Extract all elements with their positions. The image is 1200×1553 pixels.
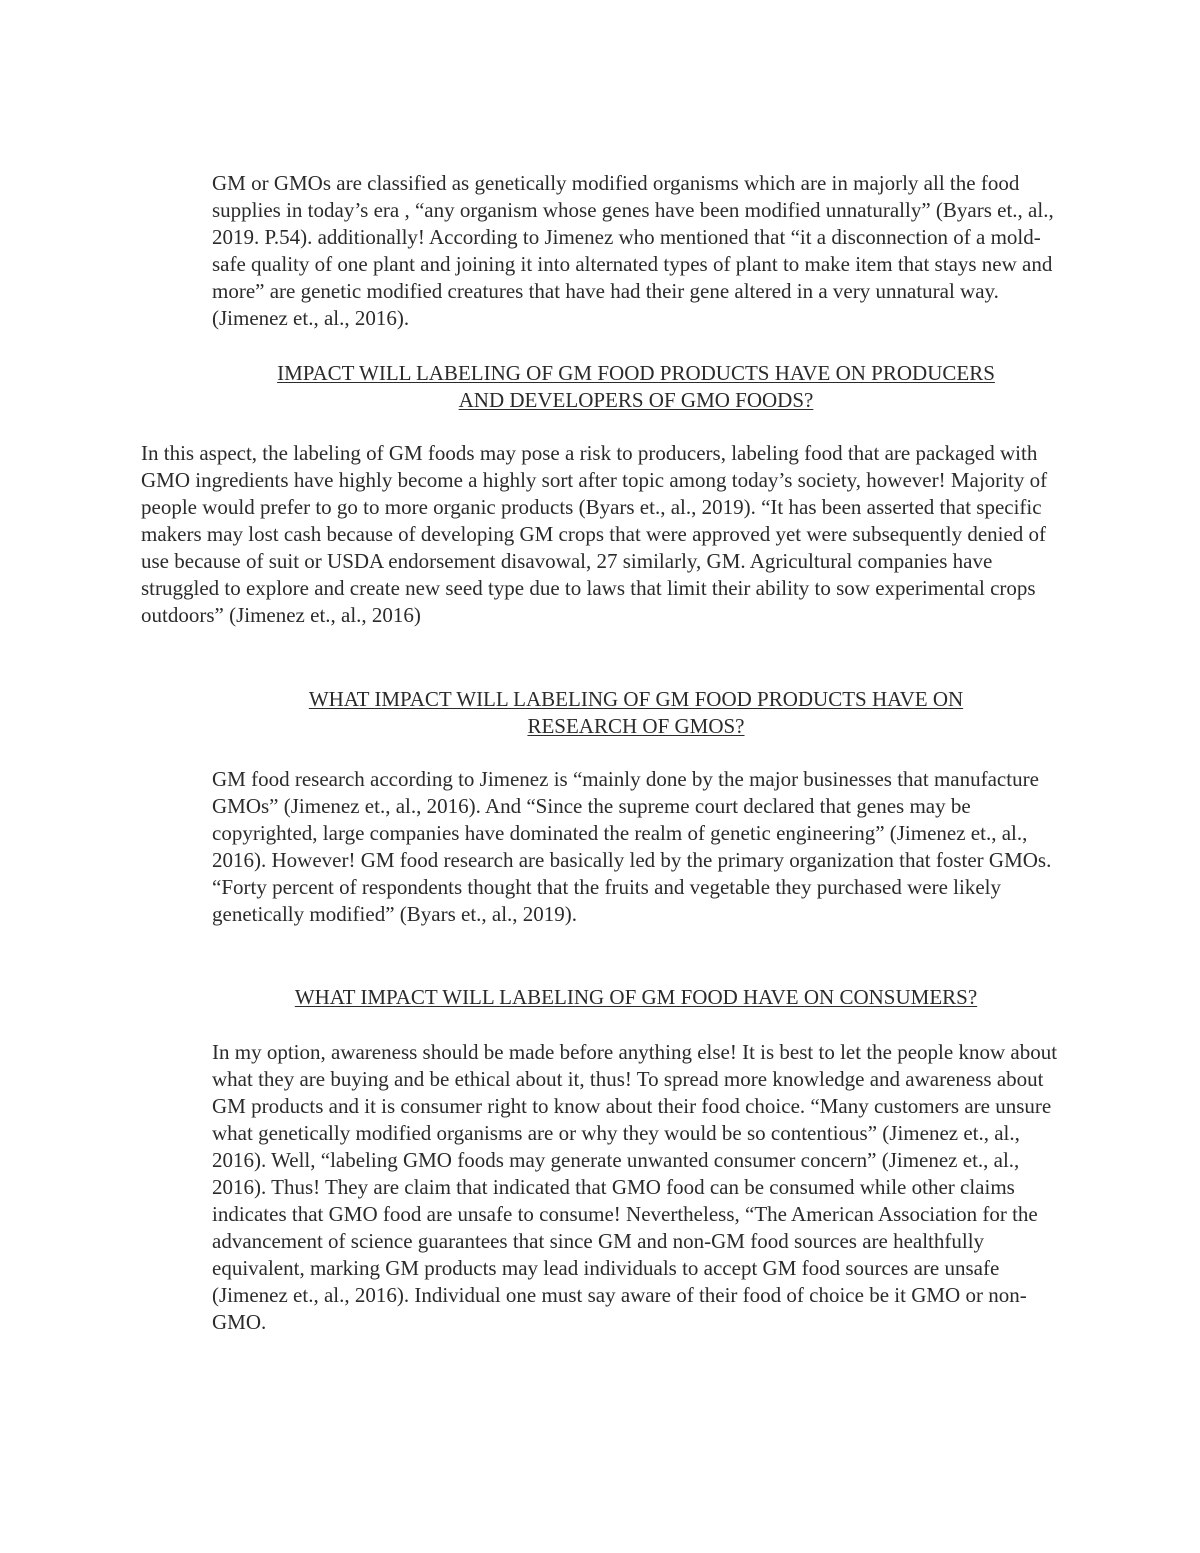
section-heading-producers xyxy=(141,360,1131,414)
section-heading-research xyxy=(141,686,1131,740)
research-paragraph: GM food research according to Jimenez is “mainly done by the major businesses that manufacture GMOs” (Jimenez et., al., 2016). And “Since the supreme court declared that genes may be copyrighted, large companies have dominated the realm of genetic engineering” (Jimenez et., al., 2016). However! GM food research are basically led by the primary organization that foster GMOs. “Forty percent of respondents thought that the fruits and vegetable they purchased were likely genetically modified” (Byars et., al., 2019). xyxy=(212,767,1052,926)
heading-line: AND DEVELOPERS OF GMO FOODS? xyxy=(458,388,814,412)
heading-line: IMPACT WILL LABELING OF GM FOOD PRODUCTS HAVE ON PRODUCERS xyxy=(277,361,995,385)
producers-paragraph: In this aspect, the labeling of GM foods may pose a risk to producers, labeling food that are packaged with GMO ingredients have highly become a highly sort after topic among today’s society, however! Majority of people would prefer to go to more organic products (Byars et., al., 2019). “It has been asserted that specific makers may lost cash because of developing GM crops that were approved yet were subsequently denied of use because of suit or USDA endorsement disavowal, 27 similarly, GM. Agricultural companies have struggled to explore and create new seed type due to laws that limit their ability to sow experimental crops outdoors” (Jimenez et., al., 2016) xyxy=(141,441,1048,627)
heading-line: WHAT IMPACT WILL LABELING OF GM FOOD HAVE ON CONSUMERS? xyxy=(294,985,978,1009)
heading-line: RESEARCH OF GMOS? xyxy=(527,714,745,738)
section-heading-consumers xyxy=(141,984,1131,1011)
heading-line: WHAT IMPACT WILL LABELING OF GM FOOD PRODUCTS HAVE ON xyxy=(308,687,964,711)
consumers-paragraph: In my option, awareness should be made before anything else! It is best to let the people know about what they are buying and be ethical about it, thus! To spread more knowledge and awareness about GM products and it is consumer right to know about their food choice. “Many customers are unsure what genetically modified organisms are or why they would be so contentious” (Jimenez et., al., 2016). Well, “labeling GMO foods may generate unwanted consumer concern” (Jimenez et., al., 2016). Thus! They are claim that indicated that GMO food can be consumed while other claims indicates that GMO food are unsafe to consume! Nevertheless, “The American Association for the advancement of science guarantees that since GM and non-GM food sources are healthfully equivalent, marking GM products may lead individuals to accept GM food sources are unsafe (Jimenez et., al., 2016). Individual one must say aware of their food of choice be it GMO or non-GMO. xyxy=(212,1040,1058,1334)
intro-paragraph: GM or GMOs are classified as genetically modified organisms which are in majorly all the food supplies in today’s era , “any organism whose genes have been modified unnaturally” (Byars et., al., 2019. P.54). additionally! According to Jimenez who mentioned that “it a disconnection of a mold-safe quality of one plant and joining it into alternated types of plant to make item that stays new and more” are genetic modified creatures that have had their gene altered in a very unnatural way. (Jimenez et., al., 2016). xyxy=(212,171,1054,330)
